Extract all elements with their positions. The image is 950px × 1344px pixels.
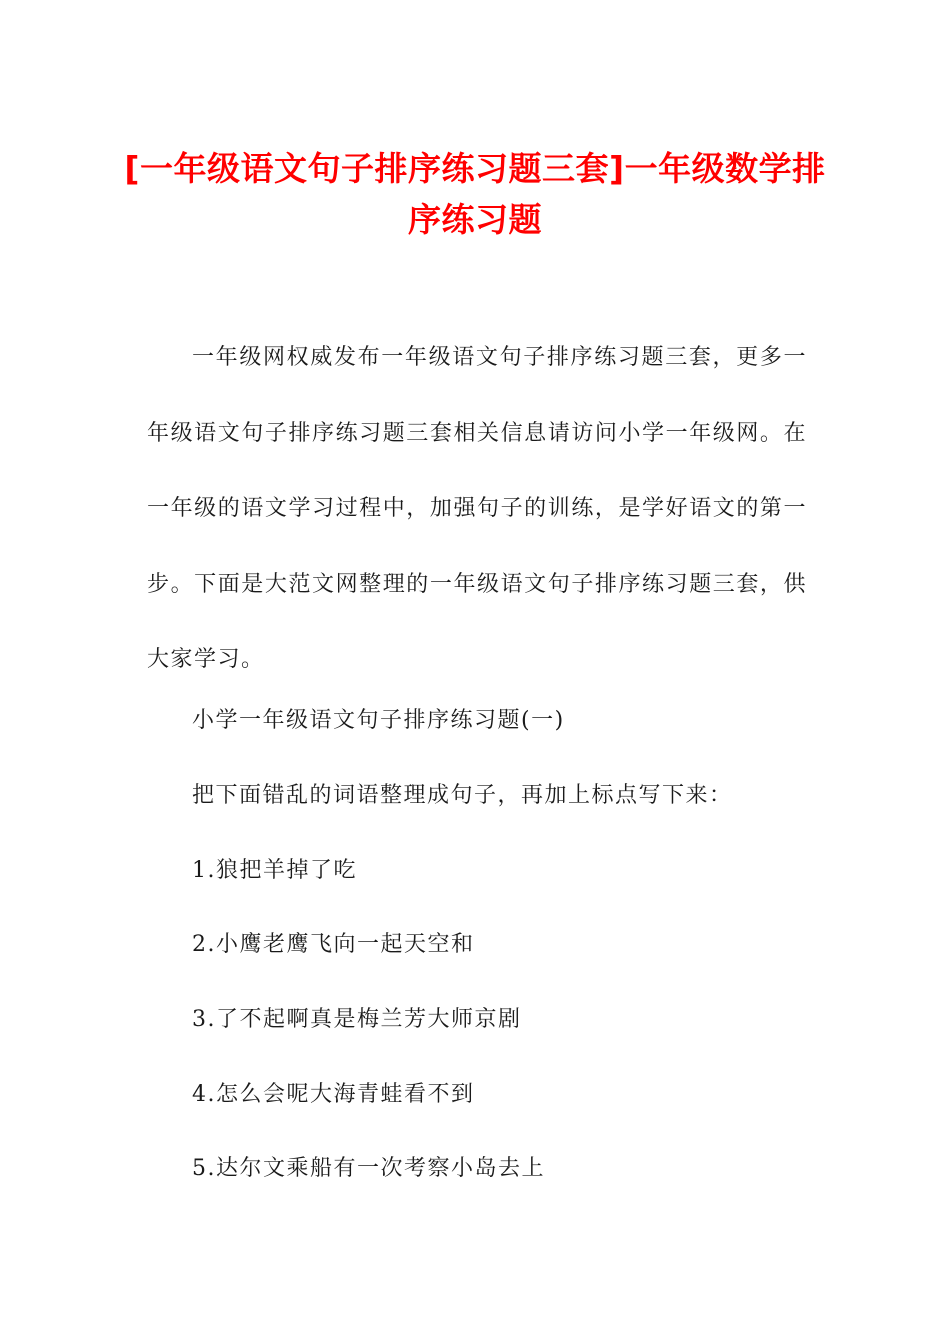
exercise-item: 3.了不起啊真是梅兰芳大师京剧 bbox=[192, 1007, 522, 1032]
instruction-text: 把下面错乱的词语整理成句子，再加上标点写下来： bbox=[192, 783, 733, 808]
intro-paragraph: 一年级网权威发布一年级语文句子排序练习题三套，更多一年级语文句子排序练习题三套相关信息请访问小学一年级网。在一年级的语文学习过程中，加强句子的训练，是学好语文的第一步。下面是大范文网整理的一年级语文句子排序练习题三套，供大家学习。 bbox=[147, 345, 807, 672]
exercise-item: 1.狼把羊掉了吃 bbox=[192, 858, 357, 883]
section-heading: 小学一年级语文句子排序练习题(一) bbox=[192, 708, 565, 733]
exercise-item: 5.达尔文乘船有一次考察小岛去上 bbox=[192, 1156, 545, 1181]
exercise-item: 2.小鹰老鹰飞向一起天空和 bbox=[192, 932, 475, 957]
document-title: [一年级语文句子排序练习题三套]一年级数学排序练习题 bbox=[124, 149, 826, 239]
exercise-item: 4.怎么会呢大海青蛙看不到 bbox=[192, 1082, 475, 1107]
